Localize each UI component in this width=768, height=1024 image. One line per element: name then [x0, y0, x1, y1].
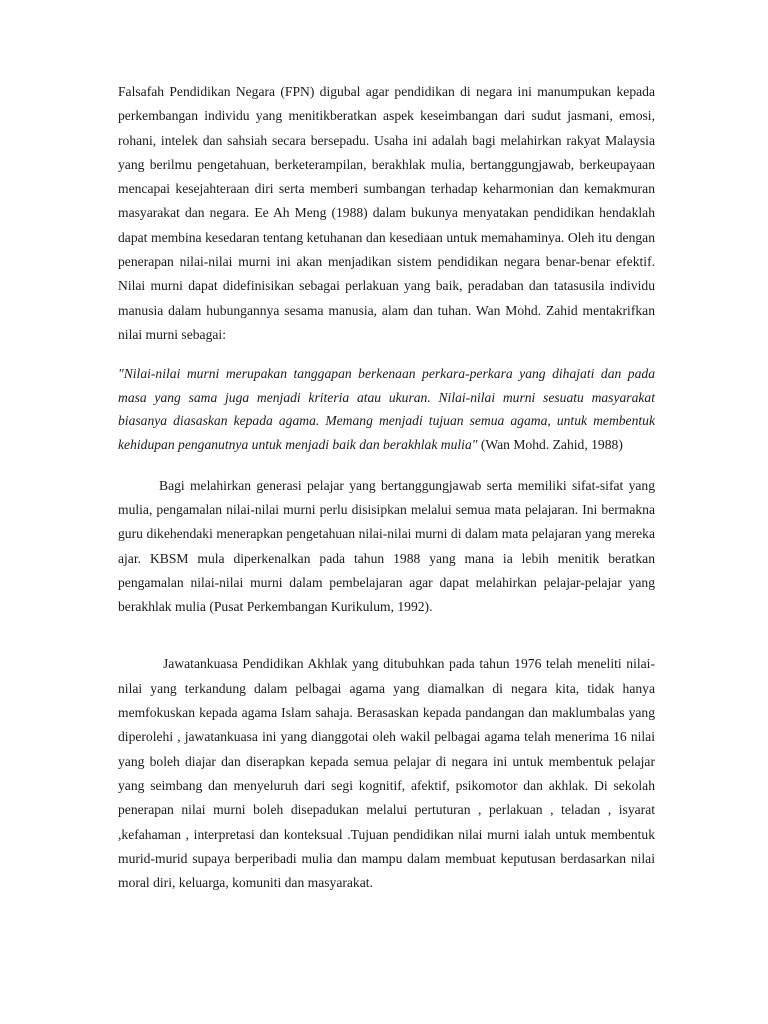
paragraph-fpn: Falsafah Pendidikan Negara (FPN) digubal agar pendidikan di negara ini manumpukan kepada perkembangan individu yang menitikberatkan aspek keseimbangan dari sudut jasmani, emosi, rohani, intelek dan sahsiah secara bersepadu. Usaha ini adalah bagi melahirkan rakyat Malaysia yang berilmu pengetahuan, berketerampilan, berakhlak mulia, bertanggungjawab, berkeupayaan mencapai kesejahteraan diri serta memberi sumbangan terhadap keharmonian dan kemakmuran masyarakat dan negara. Ee Ah Meng (1988) dalam bukunya menyatakan pendidikan hendaklah dapat membina kesedaran tentang ketuhanan dan kesediaan untuk memahaminya. Oleh itu dengan penerapan nilai-nilai murni ini akan menjadikan sistem pendidikan negara benar-benar efektif. Nilai murni dapat didefinisikan sebagai perlakuan yang baik, peradaban dan tatasusila individu manusia dalam hubungannya sesama manusia, alam dan tuhan. Wan Mohd. Zahid mentakrifkan nilai murni sebagai:	[118, 84, 655, 342]
quote-citation: (Wan Mohd. Zahid, 1988)	[477, 437, 623, 453]
quote-text: "Nilai-nilai murni merupakan tanggapan berkenaan perkara-perkara yang dihajati dan pada masa yang sama juga menjadi kriteria atau ukuran. Nilai-nilai murni sesuatu masyarakat biasanya diasaskan kepada agama. Memang menjadi tujuan semua agama, untuk membentuk kehidupan penganutnya untuk menjadi baik dan berakhlak mulia"	[118, 366, 655, 453]
paragraph-kbsm: Bagi melahirkan generasi pelajar yang bertanggungjawab serta memiliki sifat-sifat yang mulia, pengamalan nilai-nilai murni perlu disisipkan melalui semua mata pelajaran. Ini bermakna guru dikehendaki menerapkan pengetahuan nilai-nilai murni di dalam mata pelajaran yang mereka ajar. KBSM mula diperkenalkan pada tahun 1988 yang mana ia lebih menitik beratkan pengamalan nilai-nilai murni dalam pembelajaran agar dapat melahirkan pelajar-pelajar yang berakhlak mulia (Pusat Perkembangan Kurikulum, 1992).	[118, 477, 655, 615]
paragraph-jawatankuasa: Jawatankuasa Pendidikan Akhlak yang ditubuhkan pada tahun 1976 telah meneliti nilai-nilai yang terkandung dalam pelbagai agama yang diamalkan di negara kita, tidak hanya memfokuskan kepada agama Islam sahaja. Berasaskan kepada pandangan dan maklumbalas yang diperolehi , jawatankuasa ini yang dianggotai oleh wakil pelbagai agama telah menerima 16 nilai yang boleh diajar dan diserapkan kepada semua pelajar di negara ini untuk membentuk pelajar yang seimbang dan menyeluruh dari segi kognitif, afektif, psikomotor dan akhlak. Di sekolah penerapan nilai murni boleh disepadukan melalui pertuturan , perlakuan , teladan , isyarat ,kefahaman , interpretasi dan konteksual .Tujuan pendidikan nilai murni ialah untuk membentuk murid-murid supaya berperibadi mulia dan mampu dalam membuat keputusan berdasarkan nilai moral diri, keluarga, komuniti dan masyarakat.	[118, 656, 655, 891]
document-page	[118, 80, 655, 895]
block-quote	[118, 362, 655, 456]
